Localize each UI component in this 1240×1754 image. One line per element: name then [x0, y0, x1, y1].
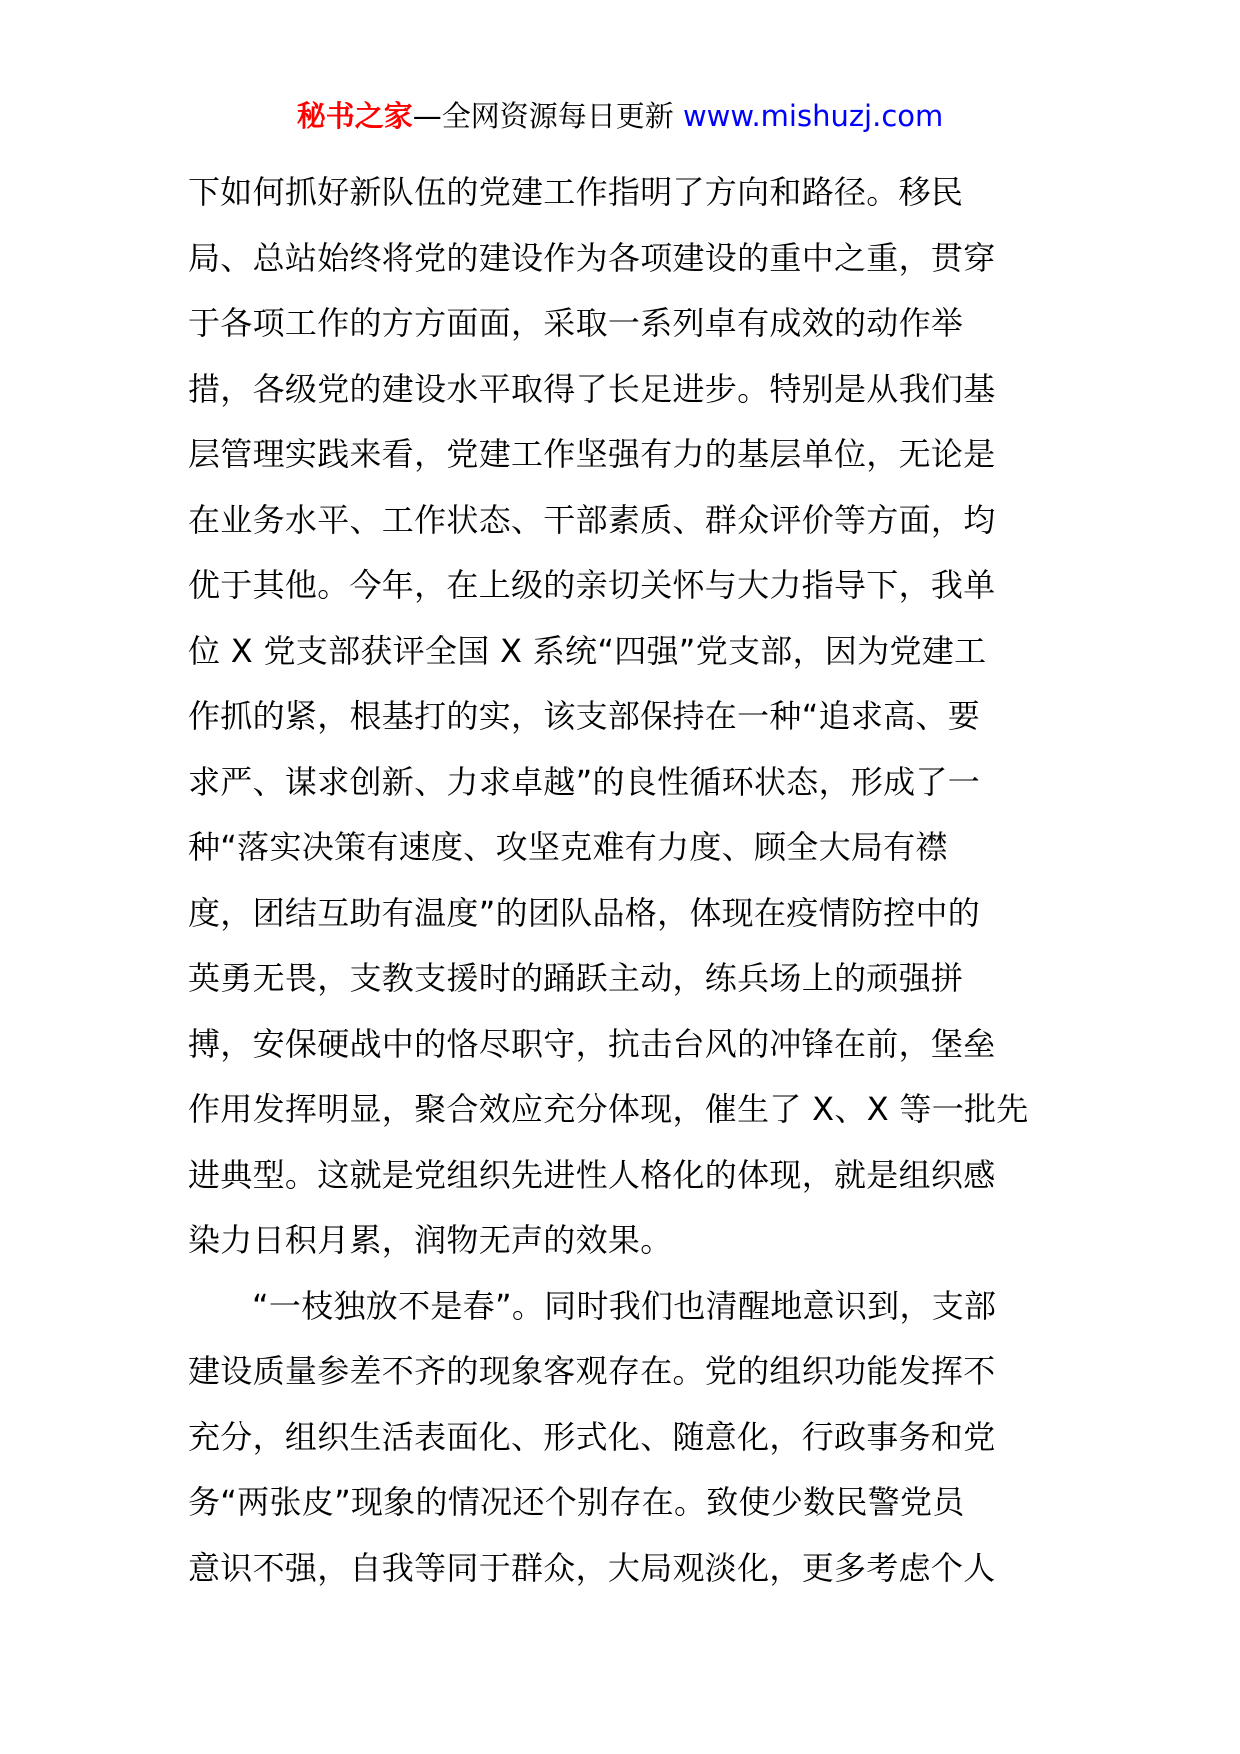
text-line: 措，各级党的建设水平取得了长足进步。特别是从我们基	[188, 369, 996, 408]
text-line: 局、总站始终将党的建设作为各项建设的重中之重，贯穿	[188, 238, 996, 277]
text-line: 层管理实践来看，党建工作坚强有力的基层单位，无论是	[188, 435, 996, 473]
text-line: 充分，组织生活表面化、形式化、随意化，行政事务和党	[188, 1417, 996, 1456]
text-line: 英勇无畏，支教支援时的踊跃主动，练兵场上的顽强拼	[188, 959, 964, 997]
text-line: 位 X 党支部获评全国 X 系统“四强”党支部，因为党建工	[188, 631, 987, 670]
document-body	[188, 160, 1058, 1601]
text-line: 优于其他。今年，在上级的亲切关怀与大力指导下，我单	[188, 566, 996, 604]
text-line: 作用发挥明显，聚合效应充分体现，催生了 X、X 等一批先	[188, 1090, 1029, 1128]
text-line: 度，团结互助有温度”的团队品格，体现在疫情防控中的	[188, 893, 981, 932]
text-line: 意识不强，自我等同于群众，大局观淡化，更多考虑个人	[188, 1548, 996, 1587]
text-line: 务“两张皮”现象的情况还个别存在。致使少数民警党员	[188, 1483, 965, 1521]
brand-name: 秘书之家	[296, 99, 413, 133]
paragraph-2	[188, 1274, 1058, 1602]
text-line: 于各项工作的方方面面，采取一系列卓有成效的动作举	[188, 304, 964, 342]
text-line: 进典型。这就是党组织先进性人格化的体现，就是组织感	[188, 1155, 996, 1194]
text-line: 种“落实决策有速度、攻坚克难有力度、顾全大局有襟	[188, 828, 948, 866]
paragraph-1	[188, 160, 1058, 1274]
text-line: 染力日积月累，润物无声的效果。	[188, 1221, 673, 1259]
text-line: 搏，安保硬战中的恪尽职守，抗击台风的冲锋在前，堡垒	[188, 1024, 996, 1063]
text-line: 求严、谋求创新、力求卓越”的良性循环状态，形成了一	[188, 762, 981, 801]
site-url-link[interactable]: www.mishuzj.com	[682, 99, 944, 133]
text-line: 下如何抓好新队伍的党建工作指明了方向和路径。移民	[188, 173, 964, 211]
text-line: “一枝独放不是春”。同时我们也清醒地意识到，支部	[252, 1286, 997, 1325]
header-tagline: —全网资源每日更新	[412, 99, 683, 133]
text-line: 作抓的紧，根基打的实，该支部保持在一种“追求高、要	[188, 697, 981, 735]
text-line: 建设质量参差不齐的现象客观存在。党的组织功能发挥不	[188, 1352, 996, 1390]
site-header	[0, 96, 1240, 136]
text-line: 在业务水平、工作状态、干部素质、群众评价等方面，均	[188, 500, 996, 539]
